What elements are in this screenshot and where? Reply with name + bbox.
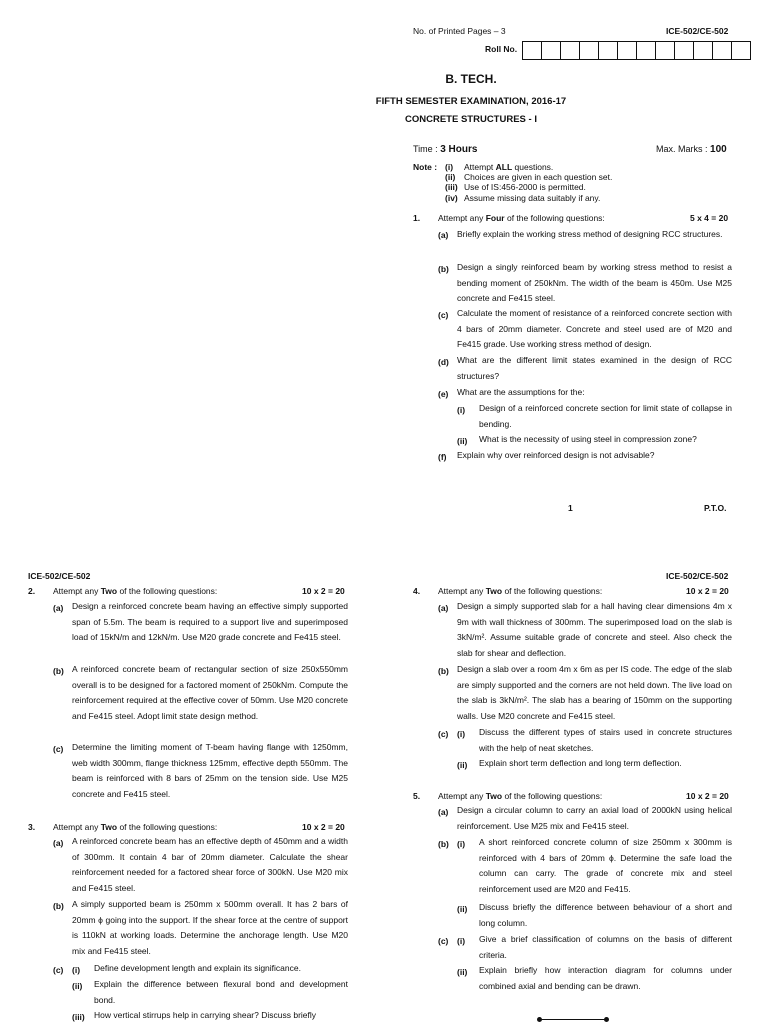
subq-text: Calculate the moment of resistance of a reinforced concrete section with 4 bars of 20mm diameter. Concrete and steel used are of M20 and Fe415 grade. Use working stress method of design. — [457, 308, 732, 350]
question-number: 1. — [413, 213, 421, 223]
subq-text: Give a brief classification of columns on the basis of different criteria. — [479, 934, 732, 960]
subq-label: (i) — [457, 405, 466, 415]
subq-label: (a) — [438, 807, 449, 817]
exam-title: FIFTH SEMESTER EXAMINATION, 2016-17 — [375, 96, 567, 107]
subq-label: (c) — [438, 936, 449, 946]
printed-pages-count: No. of Printed Pages – 3 — [413, 26, 506, 36]
notes-list — [445, 162, 612, 203]
question-marks: 10 x 2 = 20 — [302, 822, 345, 832]
question-number: 4. — [413, 586, 421, 596]
subq-label: (c) — [53, 744, 64, 754]
subq-text: Discuss the different types of stairs used in concrete structures with the help of neat sketches. — [479, 727, 732, 753]
subq-text: Determine the limiting moment of T-beam having flange with 1250mm, web width 300mm, flange thickness 125mm, effective depth 550mm. The beam is reinforced with 8 bars of 25mm on the tension side. Use M25 concrete and Fe415 steel. — [72, 742, 348, 799]
subq-label: (b) — [438, 264, 449, 274]
subq-label: (b) — [53, 901, 64, 911]
question-number: 2. — [28, 586, 36, 596]
subq-label: (c) — [438, 729, 449, 739]
exam-page-2 — [0, 540, 768, 1024]
subq-label: (a) — [53, 603, 64, 613]
subq-label: (a) — [438, 603, 449, 613]
time-info: Time : 3 Hours — [413, 144, 478, 155]
note-item: (iii) Use of IS:456-2000 is permitted. — [445, 182, 586, 193]
roll-no-boxes[interactable] — [522, 41, 751, 60]
subject-title: CONCRETE STRUCTURES - I — [405, 114, 537, 125]
subq-text: A reinforced concrete beam has an effective depth of 450mm and a width of 300mm. It contain 4 bar of 20mm diameter. Calculate the shear reinforcement needed for a factored shear force of 300kN. Use M20 mix and Fe415 steel. — [72, 836, 348, 893]
paper-code: ICE-502/CE-502 — [28, 571, 91, 581]
note-item: (i) Attempt ALL questions. — [445, 162, 554, 172]
subq-label: (f) — [438, 452, 447, 462]
max-marks-info: Max. Marks : 100 — [656, 144, 727, 155]
subq-text: A simply supported beam is 250mm x 500mm overall. It has 2 bars of 20mm ϕ going into the support. If the shear force at the centre of support is 110kN at working loads. Determine the anchorage length. Use M20 mix and Fe415 steel. — [72, 899, 348, 956]
subq-label: (ii) — [72, 981, 83, 991]
subq-label: (e) — [438, 389, 449, 399]
subq-text: Design a slab over a room 4m x 6m as per IS code. The edge of the slab are simply supported and the corners are not held down. The live load on the slab is 3kN/m². The slab has a bearing of 150mm on the supporting walls. Use M20 concrete and Fe415 steel. — [457, 664, 732, 721]
subq-text: Explain briefly how interaction diagram for columns under combined axial and bending can be drawn. — [479, 965, 732, 991]
subq-label: (a) — [438, 230, 449, 240]
end-ornament-line — [541, 1019, 605, 1020]
subq-label: (a) — [53, 838, 64, 848]
question-instruction: Attempt any Four of the following questions: — [438, 213, 605, 223]
question-number: 3. — [28, 822, 36, 832]
paper-code: ICE-502/CE-502 — [666, 26, 729, 36]
subq-label: (i) — [457, 936, 466, 946]
end-ornament-right-dot — [604, 1017, 609, 1022]
roll-no-label: Roll No. — [485, 44, 518, 54]
question-marks: 10 x 2 = 20 — [686, 791, 729, 801]
question-instruction: Attempt any Two of the following questions: — [53, 822, 218, 832]
paper-code: ICE-502/CE-502 — [666, 571, 729, 581]
subq-text: What are the different limit states examined in the design of RCC structures? — [457, 355, 732, 381]
pto-label: P.T.O. — [704, 503, 727, 513]
subq-text: How vertical stirrups help in carrying shear? Discuss briefly — [94, 1010, 317, 1020]
subq-label: (i) — [457, 729, 466, 739]
subq-label: (ii) — [457, 967, 468, 977]
question-instruction: Attempt any Two of the following questions: — [53, 586, 218, 596]
subq-label: (b) — [438, 666, 449, 676]
subq-text: Define development length and explain its significance. — [94, 963, 301, 973]
note-label: Note : — [413, 162, 438, 172]
subq-text: Design a simply supported slab for a hall having clear dimensions 4m x 9m with wall thickness of 300mm. The superimposed load on the slab is 3kN/m². Assume suitable grade of concrete and steel. Also check the slab for shear and deflection. — [457, 601, 732, 658]
subq-text: Design a reinforced concrete beam having an effective simply supported span of 5.5m. The beam is required to a support live and superimposed load of 15kN/m and 12kN/m. Use M20 grade concrete and Fe415 steel. — [72, 601, 348, 643]
note-item: (iv) Assume missing data suitably if any. — [445, 192, 601, 203]
subq-label: (b) — [438, 839, 449, 849]
subq-text: Design a circular column to carry an axial load of 2000kN using helical reinforcement. Use M25 mix and Fe415 steel. — [457, 805, 732, 831]
subq-label: (i) — [72, 965, 81, 975]
subq-text: What are the assumptions for the: — [457, 387, 585, 397]
subq-label: (c) — [53, 965, 64, 975]
subq-label: (i) — [457, 839, 466, 849]
subq-label: (d) — [438, 357, 449, 367]
subq-text: A short reinforced concrete column of size 250mm x 300mm is reinforced with 4 bars of 20mm ϕ. Determine the safe load the column can carry. The grade of concrete mix and steel reinforcement used are M20 and Fe415. — [479, 837, 732, 894]
subq-text: Explain why over reinforced design is not advisable? — [457, 450, 655, 460]
question-number: 5. — [413, 791, 421, 801]
page-number: 1 — [568, 503, 573, 513]
question-marks: 10 x 2 = 20 — [302, 586, 345, 596]
question-marks: 5 x 4 = 20 — [690, 213, 729, 223]
subq-text: Explain short term deflection and long term deflection. — [479, 758, 682, 768]
subq-label: (c) — [438, 310, 449, 320]
subq-text: Briefly explain the working stress method of designing RCC structures. — [457, 229, 723, 239]
subq-text: Discuss briefly the difference between behaviour of a short and long column. — [479, 902, 732, 928]
subq-label: (ii) — [457, 904, 468, 914]
question-instruction: Attempt any Two of the following questions: — [438, 791, 603, 801]
degree-title: B. TECH. — [445, 72, 497, 86]
subq-text: Design of a reinforced concrete section for limit state of collapse in bending. — [479, 403, 732, 429]
note-item: (ii) Choices are given in each question set. — [445, 172, 613, 183]
subq-text: A reinforced concrete beam of rectangular section of size 250x550mm overall is to be designed for a factored moment of 250kNm. Compute the reinforcement required at the effective cover of 50mm. Use M20 concrete and Fe415 steel. Adopt limit state design method. — [72, 664, 348, 721]
question-instruction: Attempt any Two of the following questions: — [438, 586, 603, 596]
question-marks: 10 x 2 = 20 — [686, 586, 729, 596]
subq-label: (ii) — [457, 760, 468, 770]
subq-text: Design a singly reinforced beam by working stress method to resist a bending moment of 250kNm. The width of the beam is 450m. Use M25 concrete and Fe415 steel. — [457, 262, 732, 304]
subq-label: (iii) — [72, 1012, 85, 1022]
subq-text: What is the necessity of using steel in compression zone? — [479, 434, 697, 444]
subq-text: Explain the difference between flexural bond and development bond. — [94, 979, 348, 1005]
subq-label: (ii) — [457, 436, 468, 446]
subq-label: (b) — [53, 666, 64, 676]
